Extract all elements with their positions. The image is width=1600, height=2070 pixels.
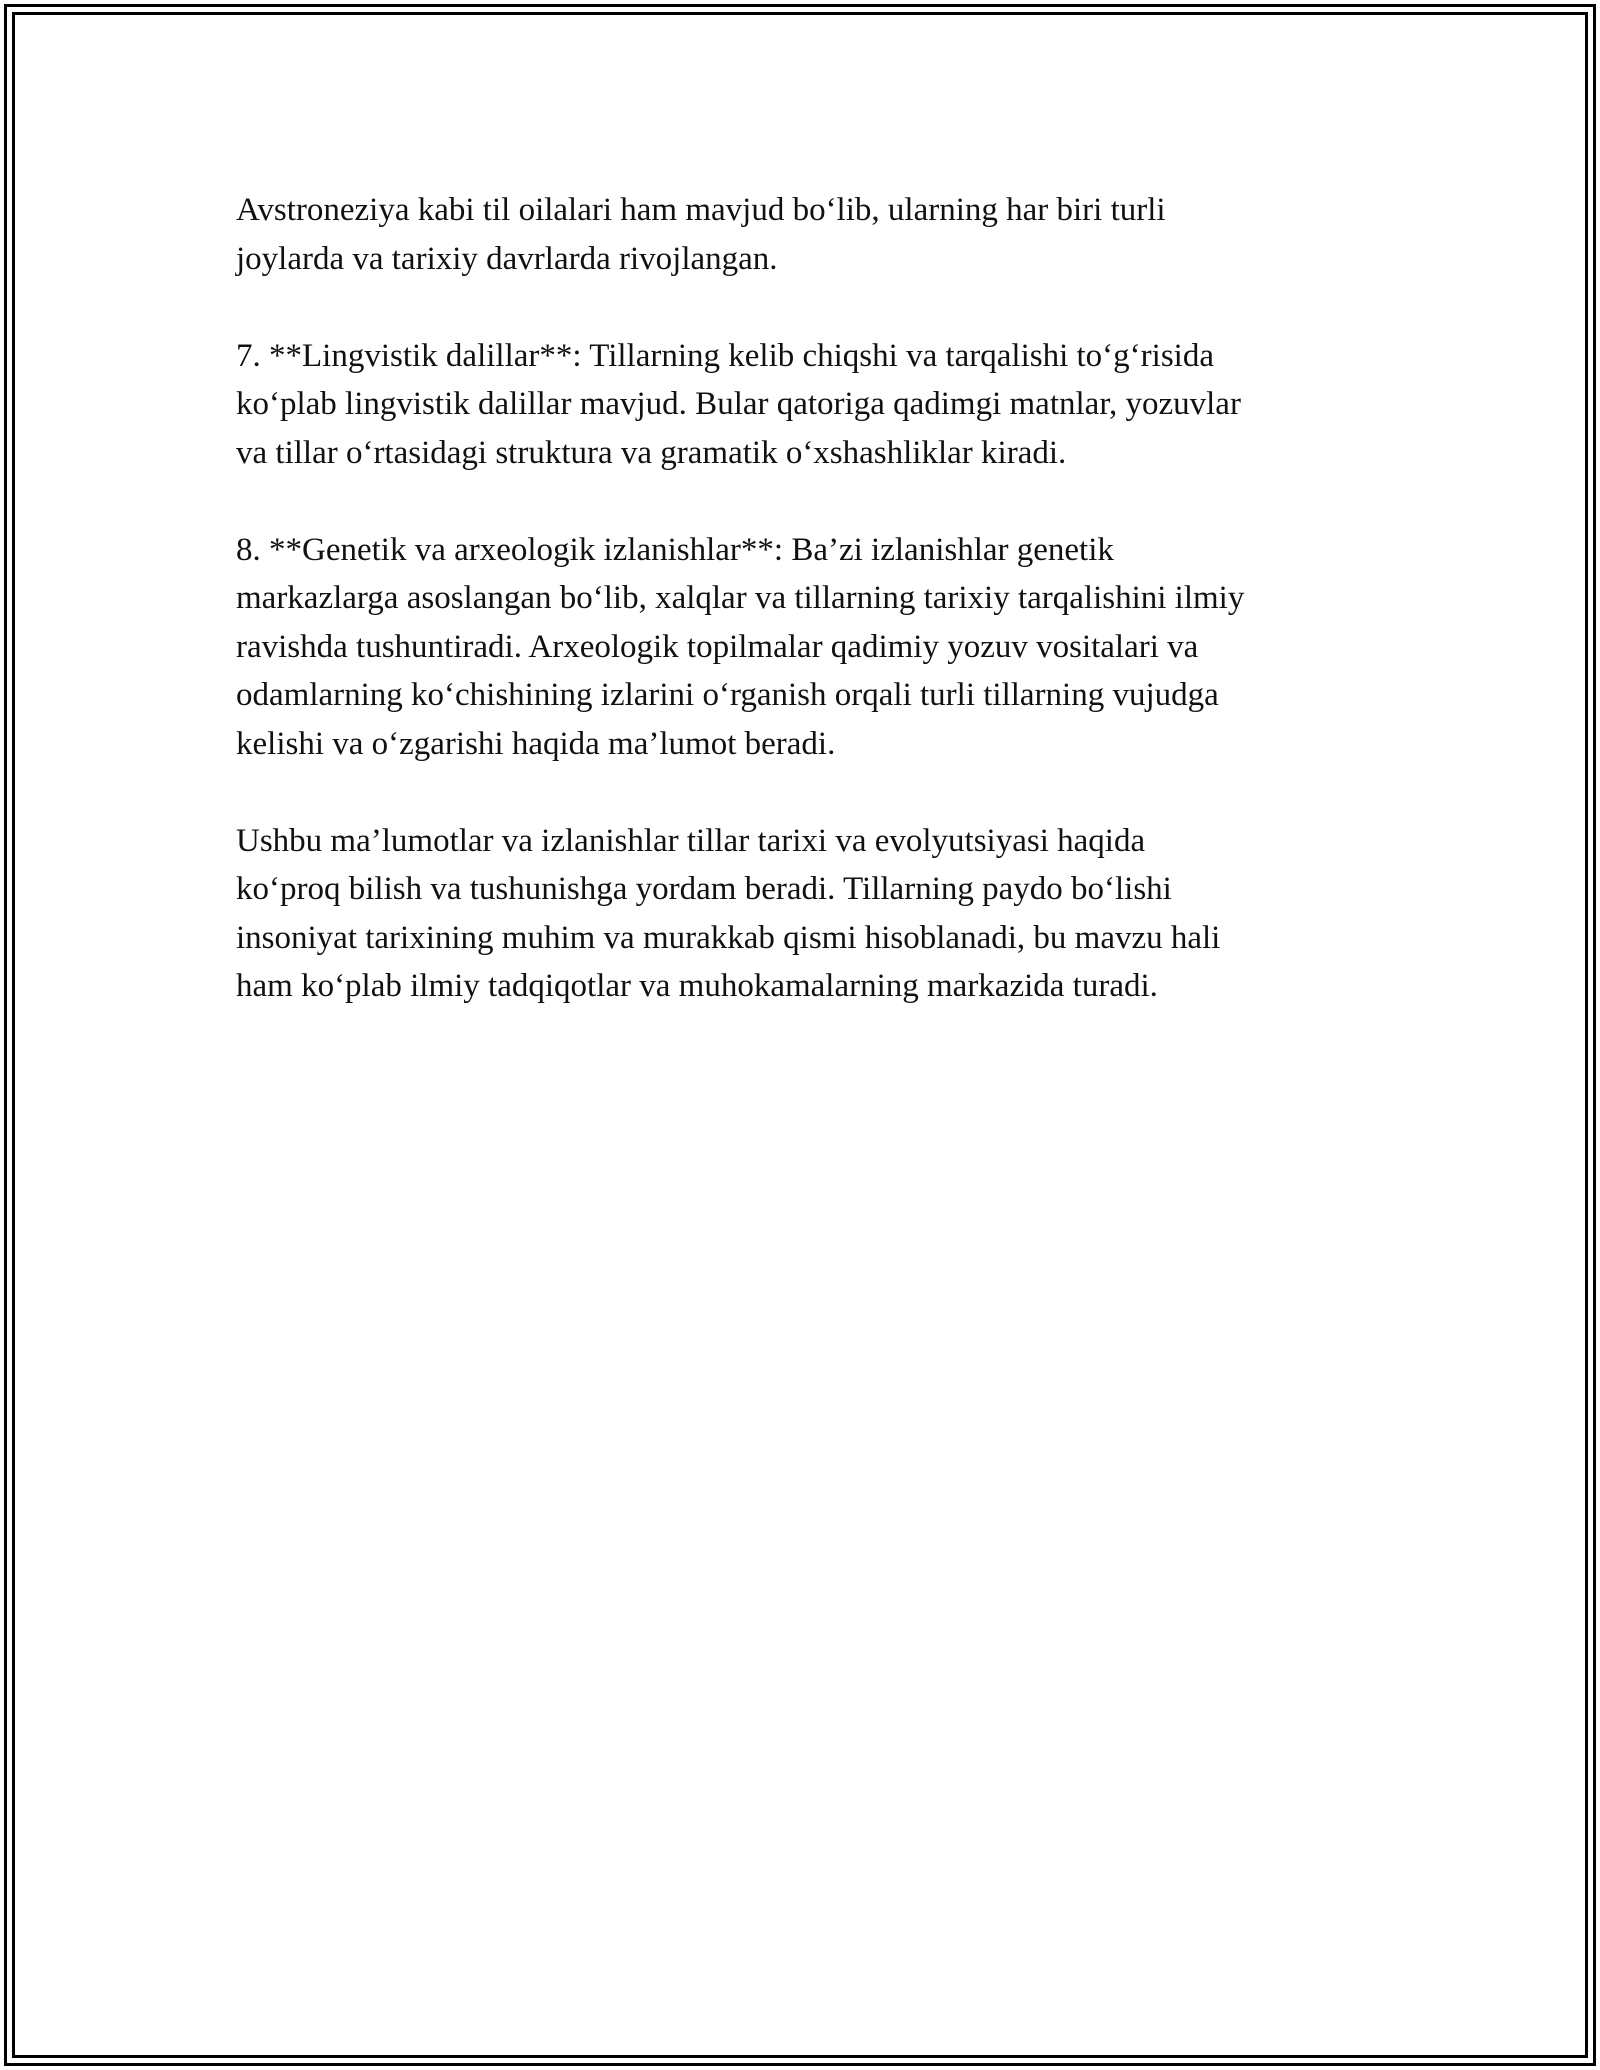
text-line: joylarda va tarixiy davrlarda rivojlangan. xyxy=(236,240,778,277)
paragraph-continuation xyxy=(236,186,1416,283)
text-line: ko‘proq bilish va tushunishga yordam beradi. Tillarning paydo bo‘lishi xyxy=(236,871,1172,907)
paragraph-linguistic-evidence xyxy=(236,332,1416,478)
text-line: ko‘plab lingvistik dalillar mavjud. Bular qatoriga qadimgi matnlar, yozuvlar xyxy=(236,386,1241,422)
document-body xyxy=(236,186,1416,1059)
paragraph-conclusion xyxy=(236,817,1416,1011)
text-line: odamlarning ko‘chishining izlarini o‘rganish orqali turli tillarning vujudga xyxy=(236,677,1219,713)
text-line: Avstroneziya kabi til oilalari ham mavjud bo‘lib, ularning har biri turli xyxy=(236,192,1166,228)
text-line: ravishda tushuntiradi. Arxeologik topilmalar qadimiy yozuv vositalari va xyxy=(236,628,1199,665)
text-line: 8. **Genetik va arxeologik izlanishlar**: Ba’zi izlanishlar genetik xyxy=(236,531,1114,568)
text-line: ham ko‘plab ilmiy tadqiqotlar va muhokamalarning markazida turadi. xyxy=(236,968,1158,1004)
paragraph-genetic-archaeological xyxy=(236,526,1416,769)
text-line: kelishi va o‘zgarishi haqida ma’lumot beradi. xyxy=(236,725,836,762)
text-line: va tillar o‘rtasidagi struktura va gramatik o‘xshashliklar kiradi. xyxy=(236,434,1067,471)
text-line: Ushbu ma’lumotlar va izlanishlar tillar tarixi va evolyutsiyasi haqida xyxy=(236,822,1146,859)
text-line: markazlarga asoslangan bo‘lib, xalqlar va tillarning tarixiy tarqalishini ilmiy xyxy=(236,580,1245,616)
text-line: 7. **Lingvistik dalillar**: Tillarning kelib chiqshi va tarqalishi to‘g‘risida xyxy=(236,337,1214,374)
text-line: insoniyat tarixining muhim va murakkab qismi hisoblanadi, bu mavzu hali xyxy=(236,919,1221,956)
